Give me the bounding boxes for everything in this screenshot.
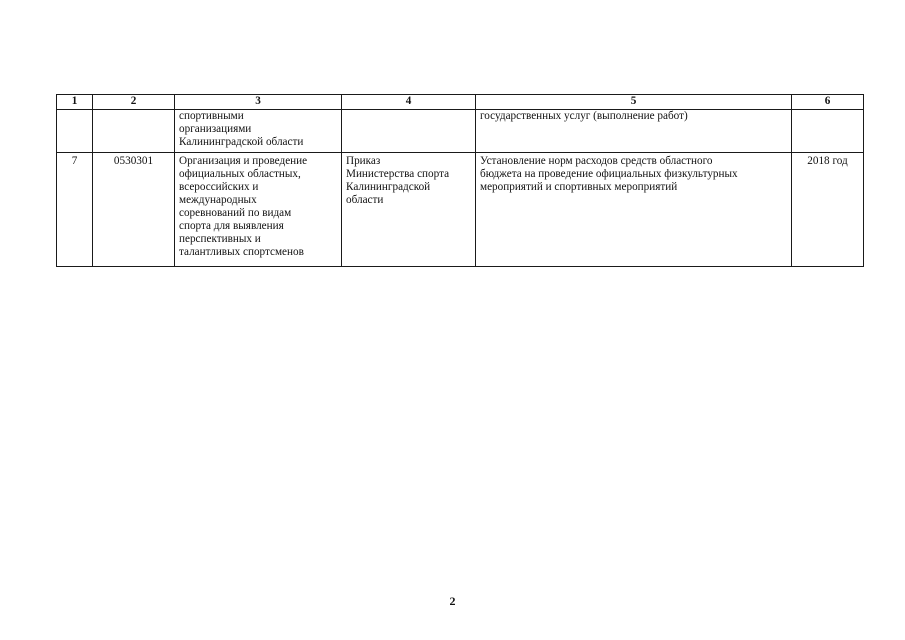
description-cell xyxy=(476,110,792,153)
table-row xyxy=(57,110,864,153)
basis-line: Приказ xyxy=(346,155,381,167)
name-line: талантливых спортсменов xyxy=(179,246,304,258)
basis-cell xyxy=(342,153,476,267)
name-line: всероссийских и xyxy=(179,181,259,193)
table-body xyxy=(57,110,864,267)
name-line: спорта для выявления xyxy=(179,220,284,232)
header-cell-col-2: 2 xyxy=(93,95,175,110)
header-cell-col-6: 6 xyxy=(792,95,864,110)
regulation-table xyxy=(56,94,864,267)
table-header xyxy=(57,95,864,110)
header-cell-col-1: 1 xyxy=(57,95,93,110)
code-cell xyxy=(93,110,175,153)
name-cell xyxy=(175,110,342,153)
description-line: мероприятий и спортивных мероприятий xyxy=(480,181,678,193)
description-line: Установление норм расходов средств областного xyxy=(480,155,713,167)
header-cell-col-4: 4 xyxy=(342,95,476,110)
name-line: спортивными xyxy=(179,110,244,122)
name-cell xyxy=(175,153,342,267)
description-cell xyxy=(476,153,792,267)
name-line: официальных областных, xyxy=(179,168,301,180)
name-line: организациями xyxy=(179,123,252,135)
name-line: международных xyxy=(179,194,257,206)
name-line: Калининградской области xyxy=(179,136,304,148)
year-cell xyxy=(792,110,864,153)
page-number: 2 xyxy=(449,594,456,608)
row-number-cell xyxy=(57,110,93,153)
description-line: государственных услуг (выполнение работ) xyxy=(480,110,688,122)
name-line: Организация и проведение xyxy=(179,155,308,167)
code-cell: 0530301 xyxy=(93,153,175,267)
basis-line: Калининградской xyxy=(346,181,431,193)
row-number-cell: 7 xyxy=(57,153,93,267)
basis-line: Министерства спорта xyxy=(346,168,450,180)
header-cell-col-3: 3 xyxy=(175,95,342,110)
header-cell-col-5: 5 xyxy=(476,95,792,110)
name-line: соревнований по видам xyxy=(179,207,292,219)
header-row xyxy=(57,95,864,110)
description-line: бюджета на проведение официальных физкультурных xyxy=(480,168,738,180)
year-cell: 2018 год xyxy=(792,153,864,267)
table-row xyxy=(57,153,864,267)
basis-line: области xyxy=(346,194,384,206)
basis-cell xyxy=(342,110,476,153)
name-line: перспективных и xyxy=(179,233,261,245)
